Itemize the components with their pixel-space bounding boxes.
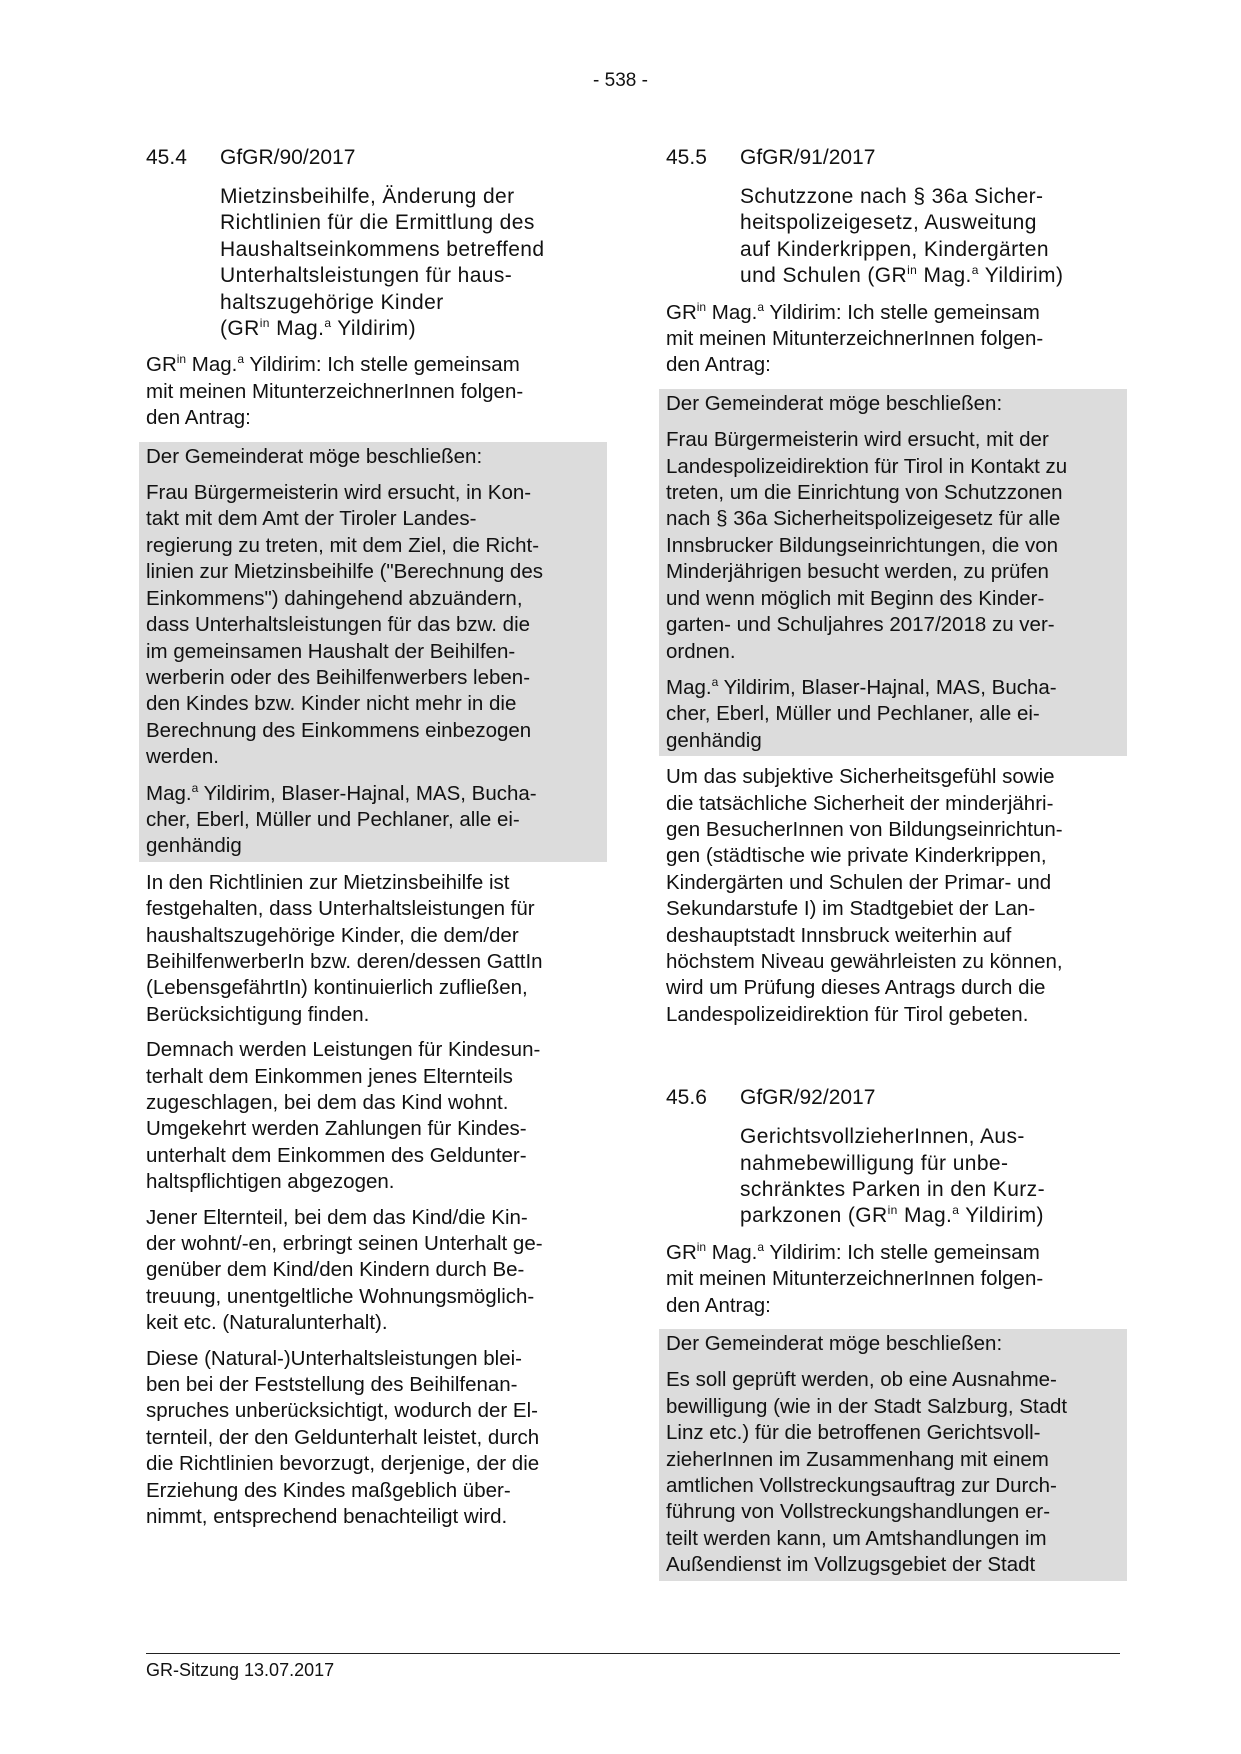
section-code: GfGR/92/2017 — [740, 1086, 876, 1110]
section-title — [740, 184, 1120, 290]
justification-paragraph: Diese (Natural-)Unterhaltsleistungen blei- ben bei der Feststellung des Beihilfenan- spruches unberücksichtigt, wodurch der El- ternteil, der den Geldunterhalt leistet, durch die Richtlinien bevorzugt, derjenige, der die Erziehung des Kindes maßgeblich über- nimmt, entsprechend benachteiligt wird. — [146, 1346, 540, 1529]
justification-paragraph: Jener Elternteil, bei dem das Kind/die Kin- der wohnt/-en, erbringt seinen Unterhalt ge- genüber dem Kind/den Kindern durch Be- treuung, unentgeltliche Wohnungsmöglich- keit etc. (Naturalunterhalt). — [146, 1205, 543, 1335]
title-line: nahmebewilligung für unbe- — [740, 1151, 1009, 1175]
title-line: Unterhaltsleistungen für haus- — [220, 264, 513, 288]
motion-box — [659, 389, 1127, 756]
signers: Mag.$^a$ Yildirim, Blaser-Hajnal, MAS, Bucha- cher, Eberl, Müller und Pechlaner, alle ei- genhändig — [146, 780, 537, 858]
motion-intro: $GR^{in}$ Mag.$^a$ Yildirim: Ich stelle gemeinsam mit meinen MitunterzeichnerInnen folgen- den Antrag: — [666, 299, 1044, 377]
title-line: und Schulen ($GR^{in}$ Mag.$^a$ Yildirim) — [740, 263, 1064, 288]
section-heading — [146, 146, 600, 174]
footer-divider — [146, 1653, 1120, 1654]
motion-box — [139, 442, 607, 862]
footer-text: GR-Sitzung 13.07.2017 — [146, 1660, 335, 1680]
motion-box-heading: Der Gemeinderat möge beschließen: — [666, 1332, 1003, 1356]
section-number: 45.5 — [666, 146, 707, 169]
title-line: haltszugehörige Kinder — [220, 290, 444, 314]
section-code: GfGR/91/2017 — [740, 146, 876, 169]
section-title — [220, 184, 600, 342]
title-line: schränktes Parken in den Kurz- — [740, 1178, 1045, 1201]
section-code: GfGR/90/2017 — [220, 146, 356, 169]
motion-intro: $GR^{in}$ Mag.$^a$ Yildirim: Ich stelle gemeinsam mit meinen MitunterzeichnerInnen folgen- den Antrag: — [146, 352, 524, 430]
section-title — [740, 1124, 1120, 1230]
title-line: GerichtsvollzieherInnen, Aus- — [740, 1125, 1025, 1149]
title-line: heitspolizeigesetz, Ausweitung — [740, 211, 1037, 235]
title-line: auf Kinderkrippen, Kindergärten — [740, 237, 1049, 261]
motion-box-heading: Der Gemeinderat möge beschließen: — [146, 444, 483, 468]
title-line: ($GR^{in}$ Mag.$^a$ Yildirim) — [220, 316, 416, 341]
title-line: parkzonen ($GR^{in}$ Mag.$^a$ Yildirim) — [740, 1203, 1044, 1228]
justification-paragraph: Demnach werden Leistungen für Kindesun- terhalt dem Einkommen jenes Elternteils zugeschlagen, bei dem das Kind wohnt. Umgekehrt werden Zahlungen für Kindes- unterhalt dem Einkommen des Geldunter- haltspflichtigen abgezogen. — [146, 1038, 541, 1194]
motion-text: Frau Bürgermeisterin wird ersucht, in Kon- takt mit dem Amt der Tiroler Landes- regierung zu treten, mit dem Ziel, die Richt- linien zur Mietzinsbeihilfe ("Berechnung des Einkommens") dahingehend abzuändern, dass Unterhaltsleistungen für das bzw. die im gemeinsamen Haushalt der Beihilfen- werberin oder des Beihilfenwerbers leben- den Kindes bzw. Kinder nicht mehr in die Berechnung des Einkommens einbezogen werden. — [146, 481, 543, 769]
title-line: Haushaltseinkommens betreffend — [220, 237, 545, 261]
title-line: Richtlinien für die Ermittlung des — [220, 211, 535, 235]
page-number: - 538 - — [593, 70, 648, 91]
section-number: 45.6 — [666, 1086, 707, 1110]
signers: Mag.$^a$ Yildirim, Blaser-Hajnal, MAS, Bucha- cher, Eberl, Müller und Pechlaner, alle ei- genhändig — [666, 674, 1057, 752]
motion-box — [659, 1329, 1127, 1581]
motion-text: Frau Bürgermeisterin wird ersucht, mit der Landespolizeidirektion für Tirol in Kontakt zu treten, um die Einrichtung von Schutzzonen nach § 36a Sicherheitspolizeigesetz für alle Innsbrucker Bildungseinrichtungen, die von Minderjährigen besucht werden, zu prüfen und wenn möglich mit Beginn des Kinder- garten- und Schuljahres 2017/2018 zu ver- ordnen. — [666, 428, 1068, 663]
section-heading — [666, 1086, 1120, 1114]
section-number: 45.4 — [146, 146, 187, 169]
motion-box-heading: Der Gemeinderat möge beschließen: — [666, 391, 1003, 415]
left-column — [146, 146, 600, 1531]
motion-intro: $GR^{in}$ Mag.$^a$ Yildirim: Ich stelle gemeinsam mit meinen MitunterzeichnerInnen folgen- den Antrag: — [666, 1239, 1044, 1317]
section-heading — [666, 146, 1120, 174]
motion-text: Es soll geprüft werden, ob eine Ausnahme- bewilligung (wie in der Stadt Salzburg, Stadt Linz etc.) für die betroffenen Gerichtsvoll- zieherInnen im Zusammenhang mit einem amtlichen Vollstreckungsauftrag zur Durch- führung von Vollstreckungshandlungen er- teilt werden kann, um Amtshandlungen im Außendienst im Vollzugsgebiet der Stadt — [666, 1368, 1068, 1577]
justification-paragraph: In den Richtlinien zur Mietzinsbeihilfe ist festgehalten, dass Unterhaltsleistungen für haushaltszugehörige Kinder, die dem/der BeihilfenwerberIn bzw. deren/dessen GattIn (LebensgefährtIn) kontinuierlich zufließen, Berücksichtigung finden. — [146, 870, 543, 1026]
title-line: Schutzzone nach § 36a Sicher- — [740, 185, 1044, 208]
right-column — [666, 146, 1120, 1581]
title-line: Mietzinsbeihilfe, Änderung der — [220, 185, 515, 208]
justification-paragraph: Um das subjektive Sicherheitsgefühl sowie die tatsächliche Sicherheit der minderjähri- gen BesucherInnen von Bildungseinrichtun- gen (städtische wie private Kinderkrippen, Kindergärten und Schulen der Primar- und Sekundarstufe I) im Stadtgebiet der Lan- deshauptstadt Innsbruck weiterhin auf höchstem Niveau gewährleisten zu können, wird um Prüfung dieses Antrags durch die Landespolizeidirektion für Tirol gebeten. — [666, 765, 1063, 1026]
